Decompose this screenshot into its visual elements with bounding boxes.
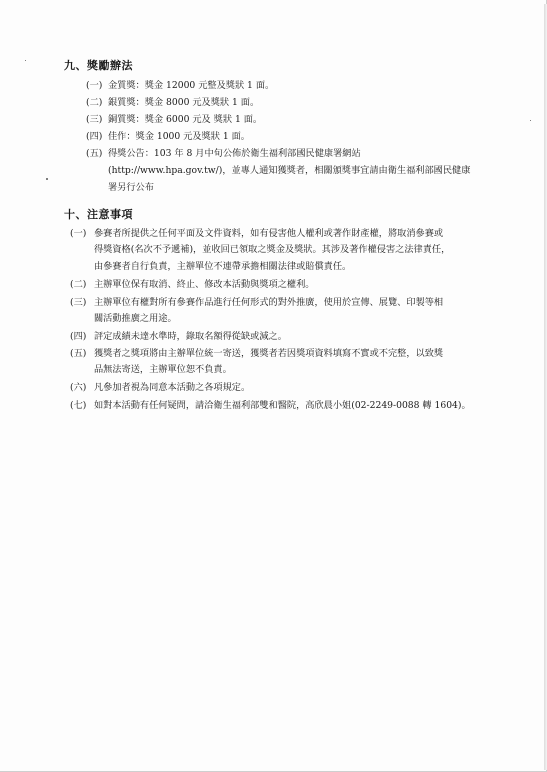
scan-speck	[46, 178, 48, 180]
scan-speck	[530, 120, 531, 121]
item-text: 關活動推廣之用途。	[94, 313, 177, 324]
item-text: 評定成績未達水準時，錄取名額得從缺或減之。	[94, 331, 287, 342]
item-number: (七)	[70, 400, 87, 411]
item-text: 凡參加者視為同意本活動之各項規定。	[94, 382, 251, 393]
item-text: 參賽者所提供之任何平面及文件資料，如有侵害他人權利或著作財產權，將取消參賽或	[94, 228, 444, 239]
item-text: 主辦單位保有取消、終止、修改本活動與獎項之權利。	[94, 279, 315, 290]
item-text: 佳作：獎金 1000 元及獎狀 1 面。	[108, 131, 250, 142]
item-number: (二)	[70, 279, 87, 290]
item-number: (一)	[86, 80, 103, 91]
item-number: (一)	[70, 228, 87, 239]
item-number: (四)	[70, 331, 87, 342]
item-text: 得獎資格(名次不予遞補)，並收回已領取之獎金及獎狀。其涉及著作權侵害之法律責任，	[94, 244, 451, 255]
scan-speck	[25, 60, 26, 61]
item-text: 品無法寄送，主辦單位恕不負責。	[94, 364, 232, 375]
item-number: (三)	[86, 114, 103, 125]
item-text: 獲獎者之獎項將由主辦單位統一寄送，獲獎者若因獎項資料填寫不實或不完整，以致獎	[94, 348, 444, 359]
item-number: (三)	[70, 297, 87, 308]
section-9-title: 九、獎勵辦法	[64, 59, 133, 72]
item-text: 銀質獎：獎金 8000 元及獎狀 1 面。	[108, 97, 260, 108]
item-text: 由參賽者自行負責，主辦單位不連帶承擔相關法律或賠償責任。	[94, 261, 352, 272]
item-text: 主辦單位有權對所有參賽作品進行任何形式的對外推廣，使用於宣傳、展覽、印製等相	[94, 297, 444, 308]
item-text: 署另行公布	[108, 182, 154, 193]
item-number: (五)	[86, 148, 103, 159]
item-number: (六)	[70, 382, 87, 393]
item-number: (五)	[70, 348, 87, 359]
item-number: (二)	[86, 97, 103, 108]
item-text: 金質獎：獎金 12000 元整及獎狀 1 面。	[108, 80, 275, 91]
section-10-title: 十、注意事項	[64, 208, 133, 221]
item-text: 得獎公告：103 年 8 月中旬公佈於衛生福利部國民健康署網站	[108, 148, 361, 159]
item-text: 銅質獎：獎金 6000 元及 獎狀 1 面。	[108, 114, 263, 125]
item-number: (四)	[86, 131, 103, 142]
item-text: 如對本活動有任何疑問，請洽衛生福利部雙和醫院，高欣晨小姐(02-2249-0088 轉 1604)。	[94, 400, 471, 411]
item-text: (http://www.hpa.gov.tw/)，並專人通知獲獎者，相關頒獎事宜請由衛生福利部國民健康	[108, 165, 471, 176]
